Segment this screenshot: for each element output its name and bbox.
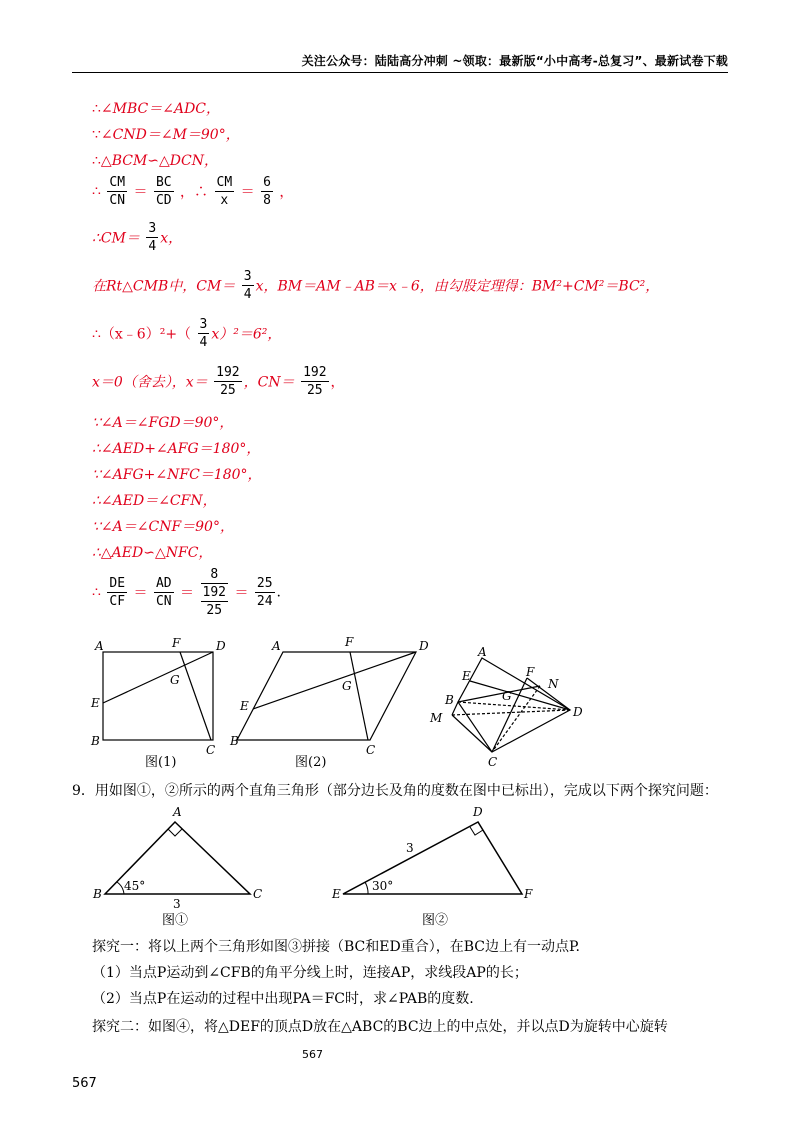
- therefore-symbol: ∴: [92, 101, 101, 117]
- solution-line-4: ∴ $\frac{CM}{CN}$ ＝ $\frac{BC}{CD}$ ，∴ $\frac{CM}{x}$ ＝ $\frac{6}{8}$ ，: [92, 175, 294, 208]
- compound-fraction: 8 192 25: [202, 567, 226, 618]
- solution-line-13: ∵∠A＝∠CNF＝90°，: [92, 519, 234, 535]
- fraction: $\frac{AD}{CN}$: [155, 576, 172, 609]
- label-b: B: [230, 734, 239, 748]
- fraction: $\frac{CM}{x}$: [216, 175, 233, 208]
- fig-2-caption: 图②: [422, 913, 449, 928]
- label-c: C: [206, 743, 216, 757]
- label-n: N: [548, 677, 559, 691]
- segment-ed: [253, 652, 416, 709]
- explore-1-text: 探究一：将以上两个三角形如图③拼接（BC和ED重合），在BC边上有一动点P.: [92, 939, 580, 955]
- figures-q9-svg: [0, 800, 800, 930]
- fig2-caption: 图(2): [295, 755, 327, 770]
- label-a: A: [173, 805, 182, 819]
- label-d: D: [419, 639, 429, 653]
- label-b: B: [91, 734, 100, 748]
- label-e: E: [91, 696, 100, 710]
- label-f: F: [526, 665, 535, 679]
- solution-line-3: [92, 150, 218, 170]
- label-30deg: 30°: [372, 879, 394, 893]
- therefore-symbol: ∴: [92, 183, 101, 200]
- label-b: B: [445, 693, 454, 707]
- dashed-bd: [458, 702, 570, 710]
- fraction: $\frac{DE}{CF}$: [109, 576, 126, 609]
- fig-1-caption: 图①: [162, 913, 189, 928]
- fraction: $\frac{BC}{CD}$: [155, 175, 172, 208]
- label-d: D: [216, 639, 226, 653]
- fig1-caption: 图(1): [145, 755, 177, 770]
- solution-line-15: ∴ $\frac{DE}{CF}$ ＝ $\frac{AD}{CN}$ ＝ 8 192 25 ＝ $\frac{25}{24}$ .: [92, 567, 281, 618]
- solution-line-1: [92, 98, 220, 118]
- figure-1: [103, 652, 213, 740]
- part-1-text: （1）当点P运动到∠CFB的角平分线上时，连接AP，求线段AP的长；: [92, 965, 528, 981]
- label-e: E: [462, 669, 471, 683]
- therefore-symbol: ∴: [92, 584, 101, 601]
- question-number: 9．: [72, 783, 95, 799]
- triangle-def: [343, 822, 522, 894]
- label-e: E: [332, 887, 341, 901]
- fraction: $\frac{192}{25}$: [303, 365, 327, 398]
- solution-line-9: ∵∠A＝∠FGD＝90°，: [92, 415, 234, 431]
- fraction: $\frac{3}{4}$: [199, 317, 208, 350]
- explore-2-text: 探究二：如图④，将△DEF的顶点D放在△ABC的BC边上的中点处，并以点D为旋转中心旋转: [92, 1019, 668, 1035]
- solution-line-7: ∴（x﹣6）²+（ $\frac{3}{4}$ x）²＝6²，: [92, 317, 282, 350]
- label-m: M: [430, 711, 443, 725]
- question-9-stem: [72, 780, 718, 800]
- label-c: C: [488, 755, 498, 769]
- fraction: $\frac{3}{4}$: [148, 221, 157, 254]
- label-e: E: [240, 699, 249, 713]
- solution-line-2: [92, 124, 240, 144]
- header-rule: [72, 72, 728, 73]
- label-a: A: [478, 645, 487, 659]
- angle-arc: [117, 882, 124, 894]
- part-2-text: （2）当点P在运动的过程中出现PA＝FC时，求∠PAB的度数.: [92, 991, 474, 1007]
- label-side-3: 3: [173, 897, 181, 911]
- label-f: F: [524, 887, 533, 901]
- solution-line-14: ∴△AED∽△NFC，: [92, 545, 213, 561]
- label-c: C: [366, 743, 376, 757]
- figure-2: [237, 652, 416, 740]
- right-angle-mark: [168, 829, 182, 836]
- label-g: G: [170, 673, 180, 687]
- solution-line-6: 在Rt△CMB中，CM＝ $\frac{3}{4}$ x，BM＝AM﹣AB＝x﹣6，由勾股定理得：BM²+CM²＝BC²，: [92, 269, 660, 302]
- solution-line-11: ∵∠AFG+∠NFC＝180°，: [92, 467, 262, 483]
- label-45deg: 45°: [124, 879, 146, 893]
- fraction: $\frac{CM}{CN}$: [109, 175, 126, 208]
- label-b: B: [93, 887, 102, 901]
- segment-bn: [458, 686, 540, 702]
- fraction: $\frac{6}{8}$: [263, 175, 271, 208]
- page-number-left: 567: [72, 1076, 97, 1091]
- question-text: 用如图①，②所示的两个直角三角形（部分边长及角的度数在图中已标出），完成以下两个探究问题：: [94, 783, 718, 799]
- solution-line-10: ∴∠AED+∠AFG＝180°，: [92, 441, 261, 457]
- label-side-3: 3: [406, 841, 414, 855]
- label-g: G: [342, 679, 352, 693]
- line-text: ∠CND＝∠M＝90°，: [100, 127, 240, 143]
- because-symbol: ∵: [92, 127, 101, 143]
- solution-line-8: x＝0（舍去），x＝ $\frac{192}{25}$ ，CN＝ $\frac{192}{25}$ ，: [92, 365, 345, 398]
- segment-mc: [452, 715, 492, 752]
- label-d: D: [573, 705, 583, 719]
- line-text: ∠MBC＝∠ADC，: [100, 101, 221, 117]
- segment-fc: [180, 652, 211, 740]
- dashed-nc: [492, 686, 540, 752]
- parallelogram-abcd: [237, 652, 416, 740]
- therefore-symbol: ∴: [92, 153, 101, 169]
- label-g: G: [502, 689, 512, 703]
- label-f: F: [172, 636, 181, 650]
- line-text: △BCM∽△DCN，: [100, 153, 218, 169]
- label-c: C: [253, 887, 263, 901]
- label-f: F: [345, 635, 354, 649]
- label-a: A: [95, 639, 104, 653]
- segment-fc: [350, 652, 368, 740]
- page-header: 关注公众号：陆陆高分冲刺 ~领取：最新版“小中高考-总复习”、最新试卷下载: [301, 54, 728, 68]
- segment-ed: [103, 652, 213, 703]
- fraction: $\frac{192}{25}$: [216, 365, 240, 398]
- page-number-center: 567: [302, 1048, 323, 1061]
- solution-line-5: ∴CM＝ $\frac{3}{4}$ x，: [92, 221, 183, 254]
- fraction: $\frac{3}{4}$: [243, 269, 252, 302]
- angle-arc: [365, 882, 368, 894]
- figures-top-svg: [0, 630, 800, 780]
- label-a: A: [272, 639, 281, 653]
- fraction: $\frac{25}{24}$: [256, 576, 273, 609]
- label-d: D: [473, 805, 483, 819]
- solution-line-12: ∴∠AED＝∠CFN，: [92, 493, 217, 509]
